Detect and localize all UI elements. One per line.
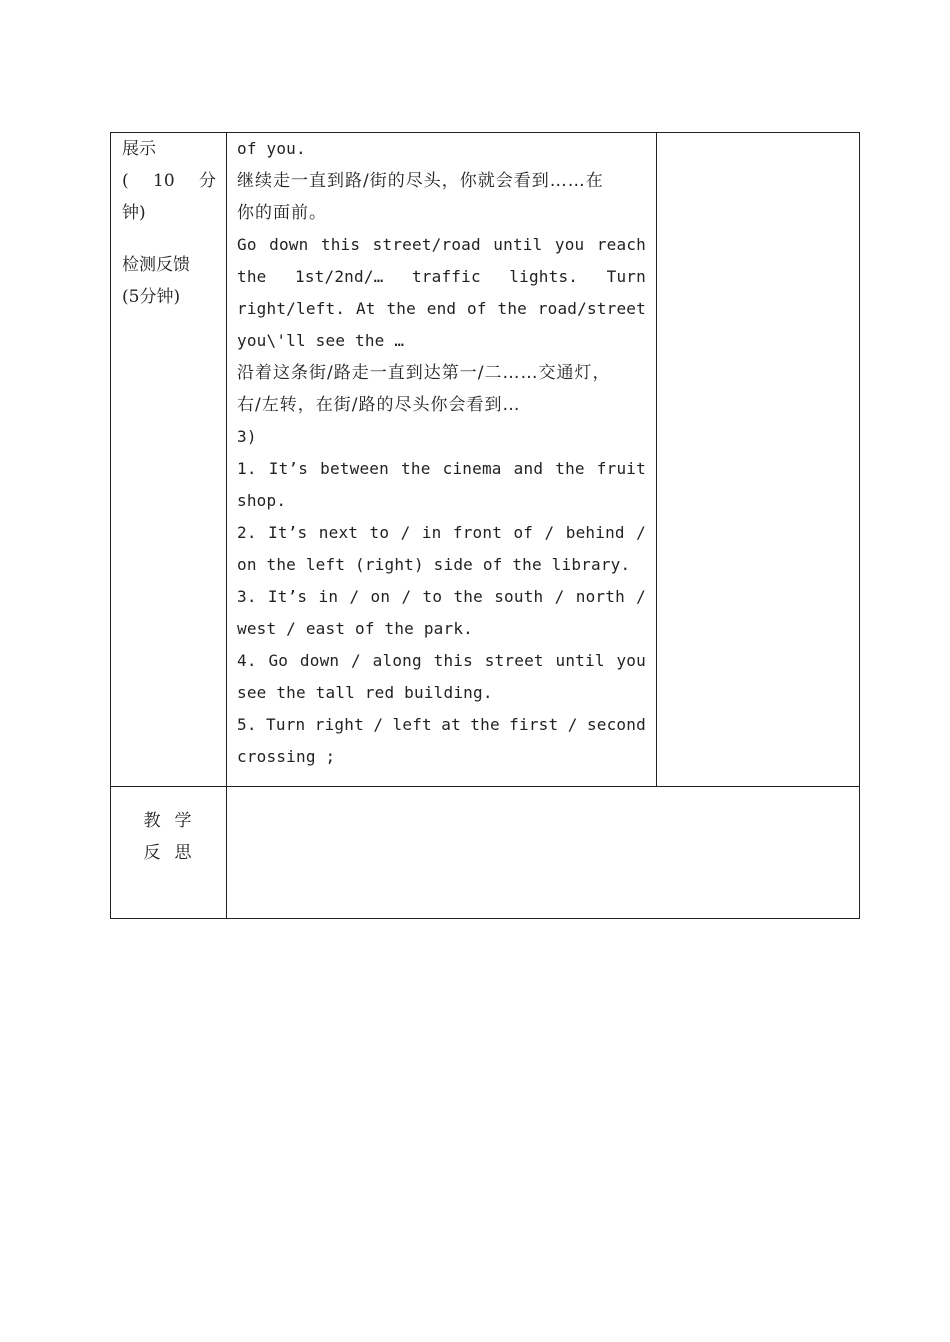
- content-line: 沿着这条街/路走一直到达第一/二……交通灯，: [237, 363, 611, 383]
- word: Turn: [606, 267, 646, 286]
- word: 5.: [237, 715, 257, 734]
- content-line: [237, 453, 646, 485]
- word: at: [441, 715, 461, 734]
- word: second: [586, 715, 646, 734]
- word: in: [318, 587, 339, 606]
- stage-label-feedback: 检测反馈: [122, 255, 190, 275]
- word: road/street: [537, 299, 646, 318]
- reflection-label-line1: 教学: [143, 811, 206, 831]
- content-line: of you.: [237, 139, 306, 158]
- word: 3.: [237, 587, 257, 606]
- word: to: [369, 523, 390, 542]
- duration-paren: (: [122, 171, 129, 191]
- content-line: 继续走一直到路/街的尽头，你就会看到……在: [237, 171, 604, 191]
- word: /: [544, 523, 555, 542]
- word: north: [575, 587, 625, 606]
- word: right: [314, 715, 364, 734]
- word: traffic: [411, 267, 481, 286]
- word: of: [467, 299, 487, 318]
- word: the: [453, 587, 483, 606]
- word: next: [318, 523, 359, 542]
- word: 1st/2nd/…: [294, 267, 384, 286]
- duration-unit: 分: [199, 171, 216, 191]
- content-line: 你的面前。: [237, 203, 327, 223]
- word: street: [484, 651, 544, 670]
- content-line: [237, 709, 646, 741]
- stage-duration-line: [122, 165, 216, 197]
- word: It’s: [267, 587, 308, 606]
- word: /: [554, 587, 565, 606]
- table-row: [111, 133, 860, 787]
- word: this: [433, 651, 473, 670]
- content-line: crossing ;: [237, 747, 336, 766]
- content-line: [237, 581, 646, 613]
- stage-label-display: 展示: [122, 139, 156, 159]
- content-line: you\'ll see the …: [237, 331, 405, 350]
- word: of: [513, 523, 534, 542]
- content-cell: [227, 133, 657, 787]
- feedback-duration: (5分钟): [122, 287, 181, 307]
- content-line: [237, 517, 646, 549]
- content-line: on the left (right) side of the library.: [237, 555, 631, 574]
- content-line: see the tall red building.: [237, 683, 493, 702]
- word: /: [373, 715, 384, 734]
- word: left: [392, 715, 432, 734]
- word: /: [401, 587, 412, 606]
- word: /: [400, 523, 411, 542]
- word: Go: [237, 235, 257, 254]
- content-line: [237, 293, 646, 325]
- stage-label-cell: [111, 133, 227, 787]
- lesson-plan-table: [110, 132, 860, 919]
- word: you: [554, 235, 585, 254]
- reflection-content-cell: [227, 787, 860, 919]
- word: until: [555, 651, 605, 670]
- content-line: west / east of the park.: [237, 619, 473, 638]
- word: Turn: [266, 715, 306, 734]
- word: fruit: [596, 459, 646, 478]
- duration-number: 10: [153, 171, 175, 191]
- reflection-label-cell: [111, 787, 227, 919]
- word: It’s: [268, 523, 308, 542]
- word: 4.: [237, 651, 257, 670]
- word: /: [636, 587, 646, 606]
- word: /: [567, 715, 578, 734]
- word: cinema: [442, 459, 502, 478]
- word: street/road: [372, 235, 481, 254]
- word: south: [494, 587, 544, 606]
- word: down: [299, 651, 340, 670]
- word: the: [470, 715, 500, 734]
- content-line: 右/左转，在街/路的尽头你会看到…: [237, 395, 521, 415]
- word: front: [452, 523, 503, 542]
- duration-end: 钟): [122, 203, 146, 223]
- word: in: [421, 523, 442, 542]
- word: the: [386, 299, 416, 318]
- word: and: [513, 459, 544, 478]
- content-line: [237, 645, 646, 677]
- table-row: [111, 787, 860, 919]
- word: first: [509, 715, 559, 734]
- word: It’s: [268, 459, 309, 478]
- word: this: [320, 235, 361, 254]
- word: reach: [596, 235, 646, 254]
- content-line: 3): [237, 427, 257, 446]
- word: behind: [565, 523, 625, 542]
- word: the: [555, 459, 585, 478]
- word: /: [636, 523, 646, 542]
- content-line: [237, 261, 646, 293]
- word: to: [422, 587, 443, 606]
- word: until: [493, 235, 543, 254]
- word: /: [351, 651, 361, 670]
- word: /: [349, 587, 360, 606]
- word: the: [497, 299, 527, 318]
- word: on: [370, 587, 391, 606]
- word: the: [237, 267, 267, 286]
- word: along: [372, 651, 422, 670]
- word: you: [616, 651, 646, 670]
- word: between: [320, 459, 389, 478]
- reflection-label-line2: 反思: [143, 843, 206, 863]
- content-line: shop.: [237, 491, 287, 510]
- word: right/left.: [237, 299, 346, 318]
- word: end: [426, 299, 457, 318]
- word: the: [401, 459, 431, 478]
- notes-cell: [657, 133, 860, 787]
- word: At: [355, 299, 376, 318]
- word: lights.: [509, 267, 579, 286]
- word: 2.: [237, 523, 257, 542]
- word: down: [269, 235, 309, 254]
- word: Go: [268, 651, 289, 670]
- content-line: [237, 229, 646, 261]
- spacer: [122, 229, 216, 249]
- word: 1.: [237, 459, 257, 478]
